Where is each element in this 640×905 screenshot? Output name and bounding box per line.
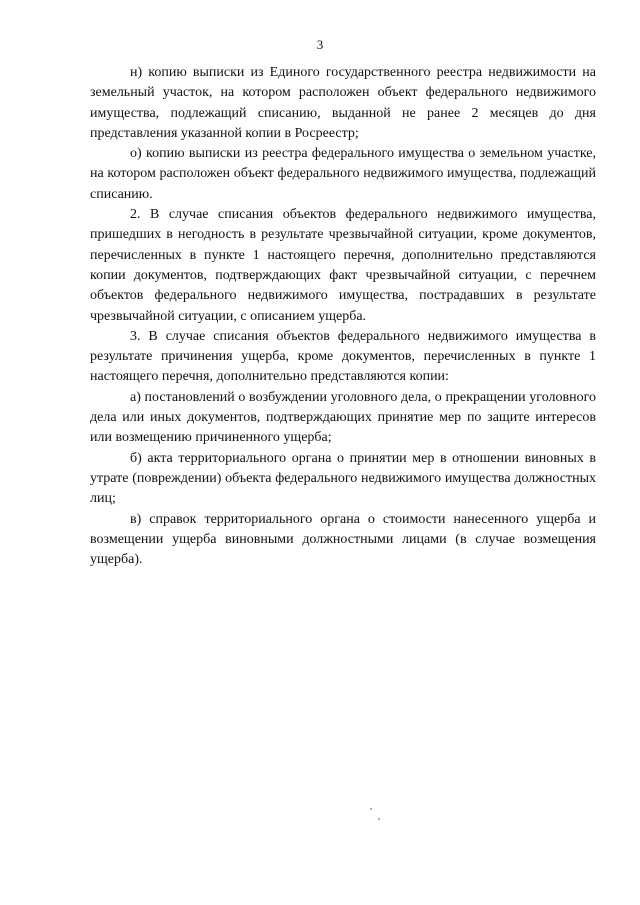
paragraph-3: 3. В случае списания объектов федерального недвижимого имущества в результате причинения ущерба, кроме документов, перечисленных в пункте 1 настоящего перечня, дополнительно представляются копии:: [90, 328, 596, 385]
scan-speck: [370, 808, 372, 810]
page-number: 3: [316, 37, 324, 52]
scan-speck: [378, 818, 380, 820]
paragraph-2: 2. В случае списания объектов федерального недвижимого имущества, пришедших в негодность в результате чрезвычайной ситуации, кроме документов, перечисленных в пункте 1 настоящего перечня, дополнительно представляются копии документов, подтверждающих факт чрезвычайной ситуации, с перечнем объектов федерального недвижимого имущества, пострадавших в результате чрезвычайной ситуации, с описанием ущерба.: [90, 207, 596, 324]
paragraph-v: в) справок территориального органа о стоимости нанесенного ущерба и возмещении ущерба виновными должностными лицами (в случае возмещения ущерба).: [90, 511, 596, 568]
paragraph-a: а) постановлений о возбуждении уголовного дела, о прекращении уголовного дела или иных документов, подтверждающих принятие мер по защите интересов или возмещению причиненного ущерба;: [90, 389, 596, 446]
document-body: [90, 63, 596, 570]
paragraph-b: б) акта территориального органа о принятии мер в отношении виновных в утрате (повреждении) объекта федерального недвижимого имущества должностных лиц;: [90, 450, 596, 507]
paragraph-n: н) копию выписки из Единого государственного реестра недвижимости на земельный участок, на котором расположен объект федерального недвижимого имущества, подлежащий списанию, выданной не ранее 2 месяцев до дня представления указанной копии в Росреестр;: [90, 65, 596, 141]
paragraph-o: о) копию выписки из реестра федерального имущества о земельном участке, на котором расположен объект федерального недвижимого имущества, подлежащий списанию.: [90, 146, 596, 202]
